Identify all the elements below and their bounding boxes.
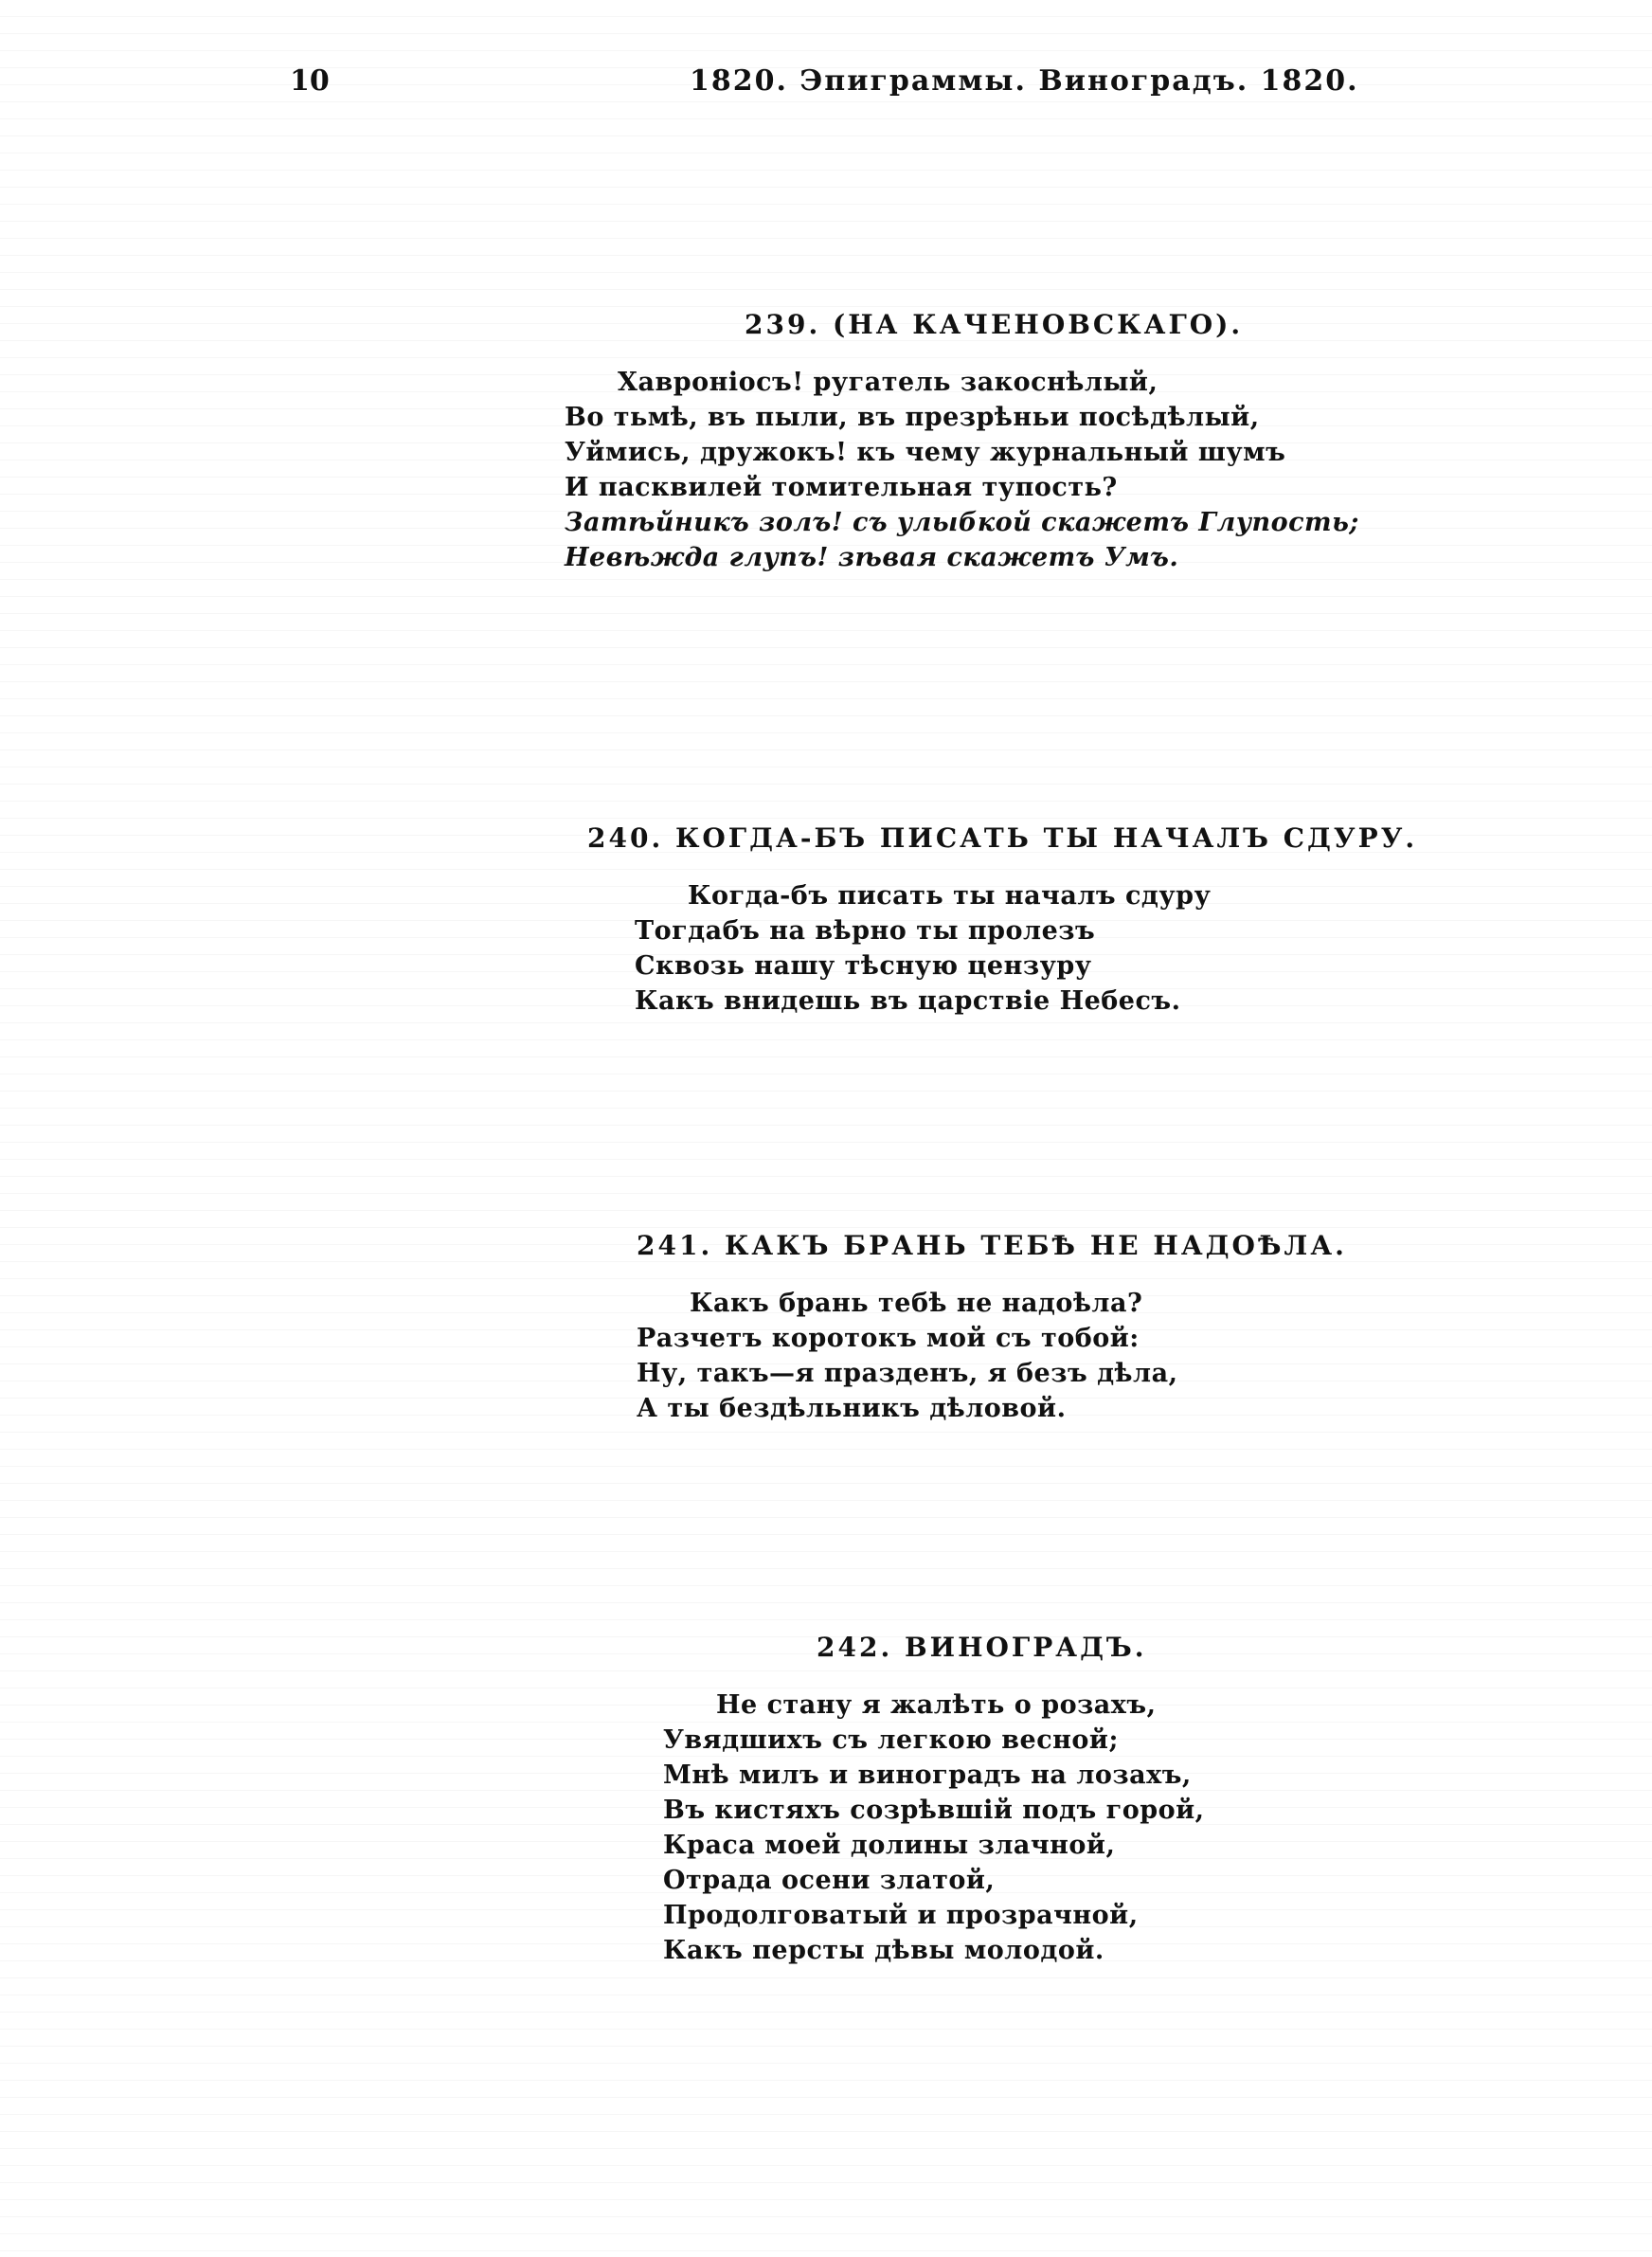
poem-body [635,878,1417,1019]
poem-line: Какъ внидешь въ царствіе Небесъ. [635,986,1181,1016]
poem-line: Затѣйникъ золъ! съ улыбкой скажетъ Глупость; [565,508,1359,537]
poem-line: Не стану я жалѣть о розахъ, [716,1690,1157,1720]
poem-line: Мнѣ милъ и виноградъ на лозахъ, [663,1760,1192,1790]
poem-line: Невѣжда глупъ! зѣвая скажетъ Умъ. [565,543,1179,572]
poem-line: Уймись, дружокъ! къ чему журнальный шумъ [565,438,1286,467]
poem-242 [663,1632,1205,1968]
poem-body [637,1286,1347,1426]
poem-body [663,1688,1205,1968]
poem-line: Увядшихъ съ легкою весной; [663,1725,1119,1755]
poem-title: 242. ВИНОГРАДЪ. [817,1632,1147,1663]
poem-line: Какъ брань тебѣ не надоѣла? [690,1289,1143,1318]
poem-239 [565,309,1359,575]
poem-line: Во тьмѣ, въ пыли, въ презрѣньи посѣдѣлый, [565,403,1260,432]
poem-line: Тогдабъ на вѣрно ты пролезъ [635,916,1096,946]
poem-title: 240. КОГДА-БЪ ПИСАТЬ ТЫ НАЧАЛЪ СДУРУ. [587,822,1418,854]
running-head [0,64,1652,102]
poem-line: Разчетъ коротокъ мой съ тобой: [637,1324,1140,1353]
poem-241 [637,1230,1347,1426]
poem-title: 241. КАКЪ БРАНЬ ТЕБѢ НЕ НАДОѢЛА. [637,1230,1347,1261]
poem-line: Въ кистяхъ созрѣвшій подъ горой, [663,1796,1205,1825]
poem-line: А ты бездѣльникъ дѣловой. [637,1394,1067,1423]
poem-line: Отрада осени златой, [663,1866,996,1895]
poem-line: Какъ персты дѣвы молодой. [663,1936,1104,1965]
poem-line: Когда-бъ писать ты началъ сдуру [688,881,1212,911]
poem-line: И пасквилей томительная тупость? [565,473,1118,502]
poem-line: Краса моей долины злачной, [663,1831,1116,1860]
page-number: 10 [290,64,330,98]
poem-body [565,365,1359,575]
poem-line: Ну, такъ—я празденъ, я безъ дѣла, [637,1359,1178,1388]
poem-240 [587,822,1417,1019]
poem-title: 239. (НА КАЧЕНОВСКАГО). [745,309,1244,340]
poem-line: Сквозь нашу тѣсную цензуру [635,951,1092,981]
running-head-title: 1820. Эпиграммы. Виноградъ. 1820. [690,64,1359,98]
poem-line: Хавроніосъ! ругатель закоснѣлый, [618,368,1158,397]
poem-line: Продолговатый и прозрачной, [663,1901,1139,1930]
